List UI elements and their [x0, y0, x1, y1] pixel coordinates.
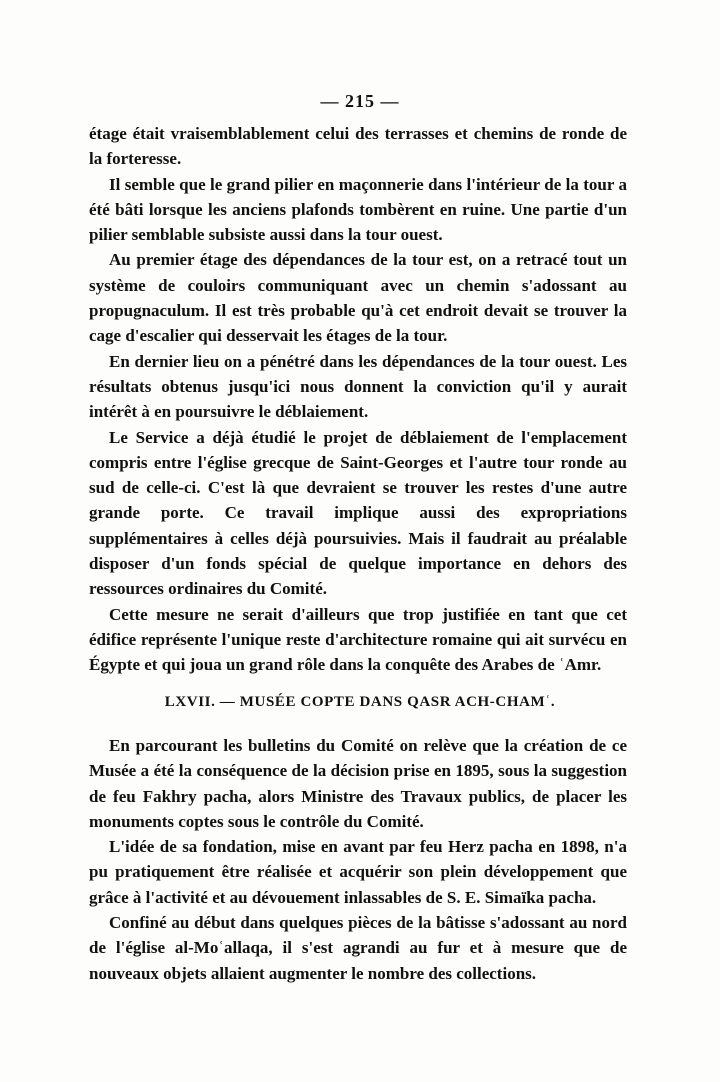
- paragraph: En parcourant les bulletins du Comité on relève que la création de ce Musée a été la conséquence de la décision prise en 1895, sous la suggestion de feu Fakhry pacha, alors Ministre des Travaux publics, de placer les monuments coptes sous le contrôle du Comité.: [89, 736, 627, 831]
- paragraph: Cette mesure ne serait d'ailleurs que trop justifiée en tant que cet édifice représente l'unique reste d'architecture romaine qui ait survécu en Égypte et qui joua un grand rôle dans la conquête des Arabes de ʿAmr.: [89, 604, 627, 675]
- paragraph: étage était vraisemblablement celui des terrasses et chemins de ronde de la forteresse.: [89, 124, 627, 169]
- paragraph: L'idée de sa fondation, mise en avant par feu Herz pacha en 1898, n'a pu pratiquement être réalisée et acquérir son plein développement que grâce à l'activité et au dévouement inlassables de S. E. Simaïka pacha.: [89, 837, 627, 907]
- section-heading: LXVII. — MUSÉE COPTE DANS QASR ACH-CHAMʿ.: [164, 694, 556, 710]
- section-two-text: [89, 733, 627, 986]
- paragraph: Il semble que le grand pilier en maçonnerie dans l'intérieur de la tour a été bâti lorsque les anciens plafonds tombèrent en ruine. Une partie d'un pilier semblable subsiste aussi dans la tour ouest.: [89, 174, 627, 245]
- paragraph: Au premier étage des dépendances de la tour est, on a retracé tout un système de couloirs communiquant avec un chemin s'adossant au propugnaculum. Il est très probable qu'à cet endroit devait se trouver la cage d'escalier qui desservait les étages de la tour.: [89, 250, 627, 346]
- section-one-text: [89, 121, 627, 678]
- paragraph: Le Service a déjà étudié le projet de déblaiement de l'emplacement compris entre l'église grecque de Saint-Georges et l'autre tour ronde au sud de celle-ci. C'est là que devraient se trouver les restes d'une autre grande porte. Ce travail implique aussi des expropriations supplémentaires à celles déjà poursuivies. Mais il faudrait au préalable disposer d'un fonds spécial de quelque importance en dehors des ressources ordinaires du Comité.: [89, 427, 627, 599]
- page-number: — 215 —: [320, 91, 400, 111]
- paragraph: En dernier lieu on a pénétré dans les dépendances de la tour ouest. Les résultats obtenus jusqu'ici nous donnent la conviction qu'il y aurait intérêt à en poursuivre le déblaiement.: [89, 351, 627, 422]
- paragraph: Confiné au début dans quelques pièces de la bâtisse s'adossant au nord de l'église al-Moʿallaqa, il s'est agrandi au fur et à mesure que de nouveaux objets allaient augmenter le nombre des collections.: [89, 913, 627, 983]
